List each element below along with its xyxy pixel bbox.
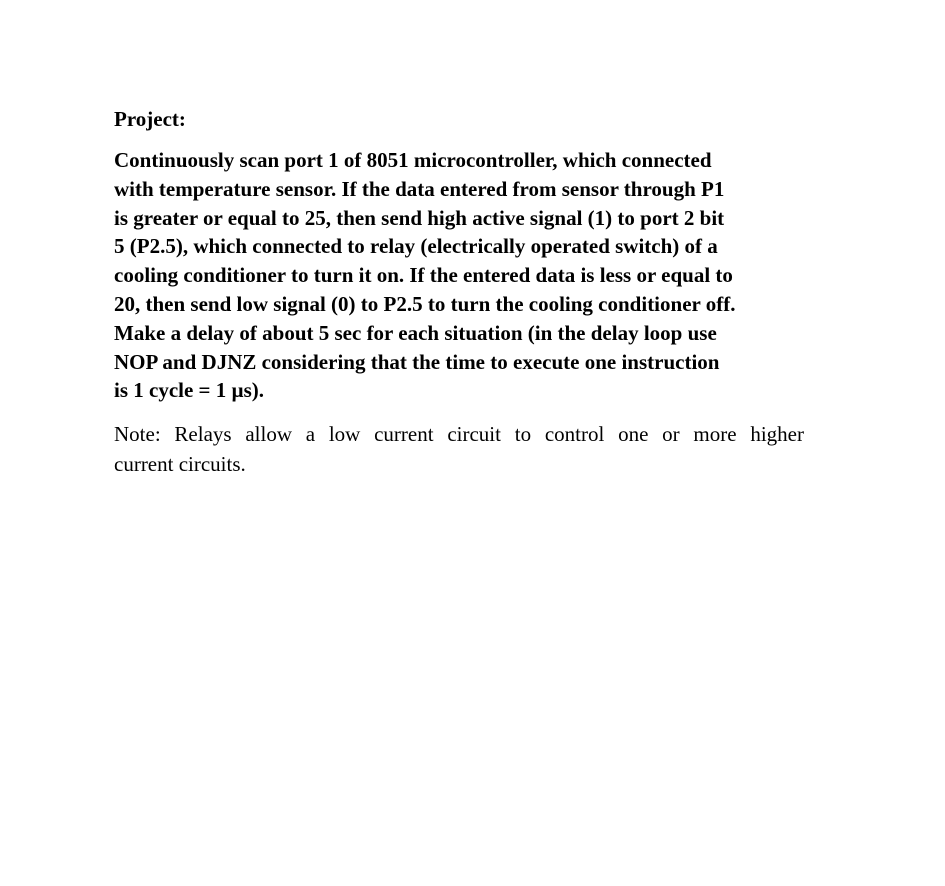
project-description xyxy=(114,146,804,405)
note-line: current circuits. xyxy=(114,452,246,477)
description-line: 5 (P2.5), which connected to relay (electrically operated switch) of a xyxy=(114,234,718,259)
description-line: 20, then send low signal (0) to P2.5 to turn the cooling conditioner off. xyxy=(114,291,736,316)
description-line: cooling conditioner to turn it on. If the entered data is less or equal to xyxy=(114,263,733,288)
relay-note xyxy=(114,419,804,479)
description-line: is greater or equal to 25, then send high active signal (1) to port 2 bit xyxy=(114,205,725,230)
description-line: NOP and DJNZ considering that the time to execute one instruction xyxy=(114,349,720,374)
note-line: Note: Relays allow a low current circuit to control one or more higher xyxy=(114,422,804,447)
project-heading: Project: xyxy=(114,107,186,131)
description-line: Continuously scan port 1 of 8051 microcontroller, which connected xyxy=(114,148,712,172)
description-line: is 1 cycle = 1 µs). xyxy=(114,378,265,403)
description-line: with temperature sensor. If the data entered from sensor through P1 xyxy=(114,176,725,201)
document-content xyxy=(114,104,804,479)
description-line: Make a delay of about 5 sec for each situation (in the delay loop use xyxy=(114,320,717,345)
